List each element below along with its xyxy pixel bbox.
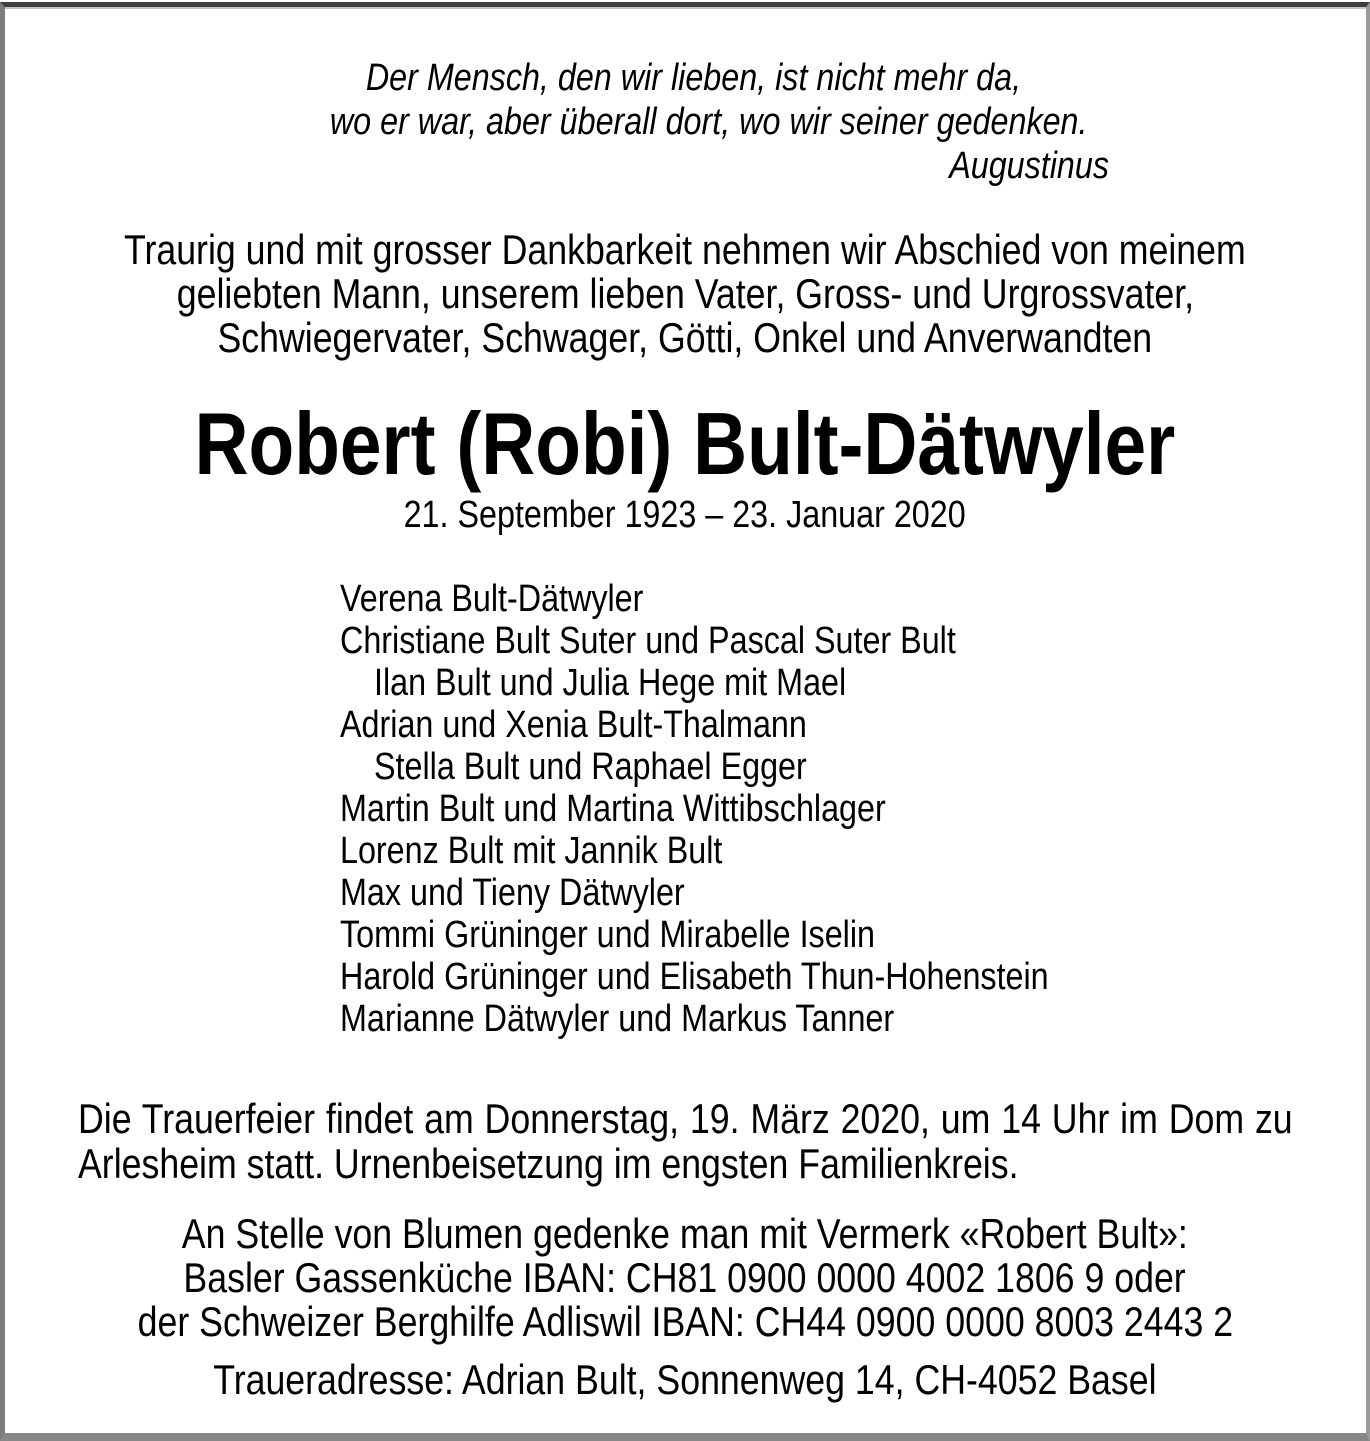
mourner-row: Lorenz Bult mit Jannik Bult (340, 830, 723, 872)
intro-line: Schwiegervater, Schwager, Götti, Onkel und Anverwandten (217, 314, 1153, 361)
quote-line: Der Mensch, den wir lieben, ist nicht mehr da, (365, 57, 1021, 99)
service-line: Die Trauerfeier findet am Donnerstag, 19. März 2020, um 14 Uhr im Dom zu (78, 1095, 1293, 1142)
donations-line: An Stelle von Blumen gedenke man mit Vermerk «Robert Bult»: (181, 1210, 1189, 1257)
intro-paragraph (0, 228, 1370, 360)
mourner-row: Tommi Grüninger und Mirabelle Iselin (340, 914, 875, 956)
quote-attribution: Augustinus (949, 145, 1109, 187)
mourner-row: Verena Bult-Dätwyler (340, 578, 644, 620)
mourner-row: Max und Tieny Dätwyler (340, 872, 685, 914)
life-dates: 21. September 1923 – 23. Januar 2020 (403, 494, 967, 536)
mourner-row: Ilan Bult und Julia Hege mit Mael (374, 662, 847, 704)
mourners-list (340, 578, 1275, 1040)
donations-line: Basler Gassenküche IBAN: CH81 0900 0000 4002 1806 9 oder (183, 1254, 1187, 1301)
intro-line: geliebten Mann, unserem lieben Vater, Gross- und Urgrossvater, (176, 270, 1194, 317)
mourner-row: Harold Grüninger und Elisabeth Thun-Hohenstein (340, 956, 1049, 998)
deceased-name-heading: Robert (Robi) Bult-Dätwyler (194, 394, 1176, 493)
mourner-row: Martin Bult und Martina Wittibschlager (340, 788, 886, 830)
donations-paragraph (0, 1212, 1370, 1344)
quote-line: wo er war, aber überall dort, wo wir seiner gedenken. (329, 101, 1088, 143)
mourner-row: Stella Bult und Raphael Egger (374, 746, 807, 788)
mourning-address: Traueradresse: Adrian Bult, Sonnenweg 14, CH-4052 Basel (213, 1356, 1157, 1403)
mourner-row: Marianne Dätwyler und Markus Tanner (340, 998, 895, 1040)
service-line: Arlesheim statt. Urnenbeisetzung im engsten Familienkreis. (78, 1140, 1019, 1187)
memorial-quote (263, 56, 1123, 188)
funeral-service-paragraph (78, 1096, 1293, 1186)
mourner-row: Adrian und Xenia Bult-Thalmann (340, 704, 807, 746)
mourner-row: Christiane Bult Suter und Pascal Suter Bult (340, 620, 956, 662)
donations-line: der Schweizer Berghilfe Adliswil IBAN: CH44 0900 0000 8003 2443 2 (137, 1298, 1233, 1345)
intro-line: Traurig und mit grosser Dankbarkeit nehmen wir Abschied von meinem (124, 226, 1246, 273)
